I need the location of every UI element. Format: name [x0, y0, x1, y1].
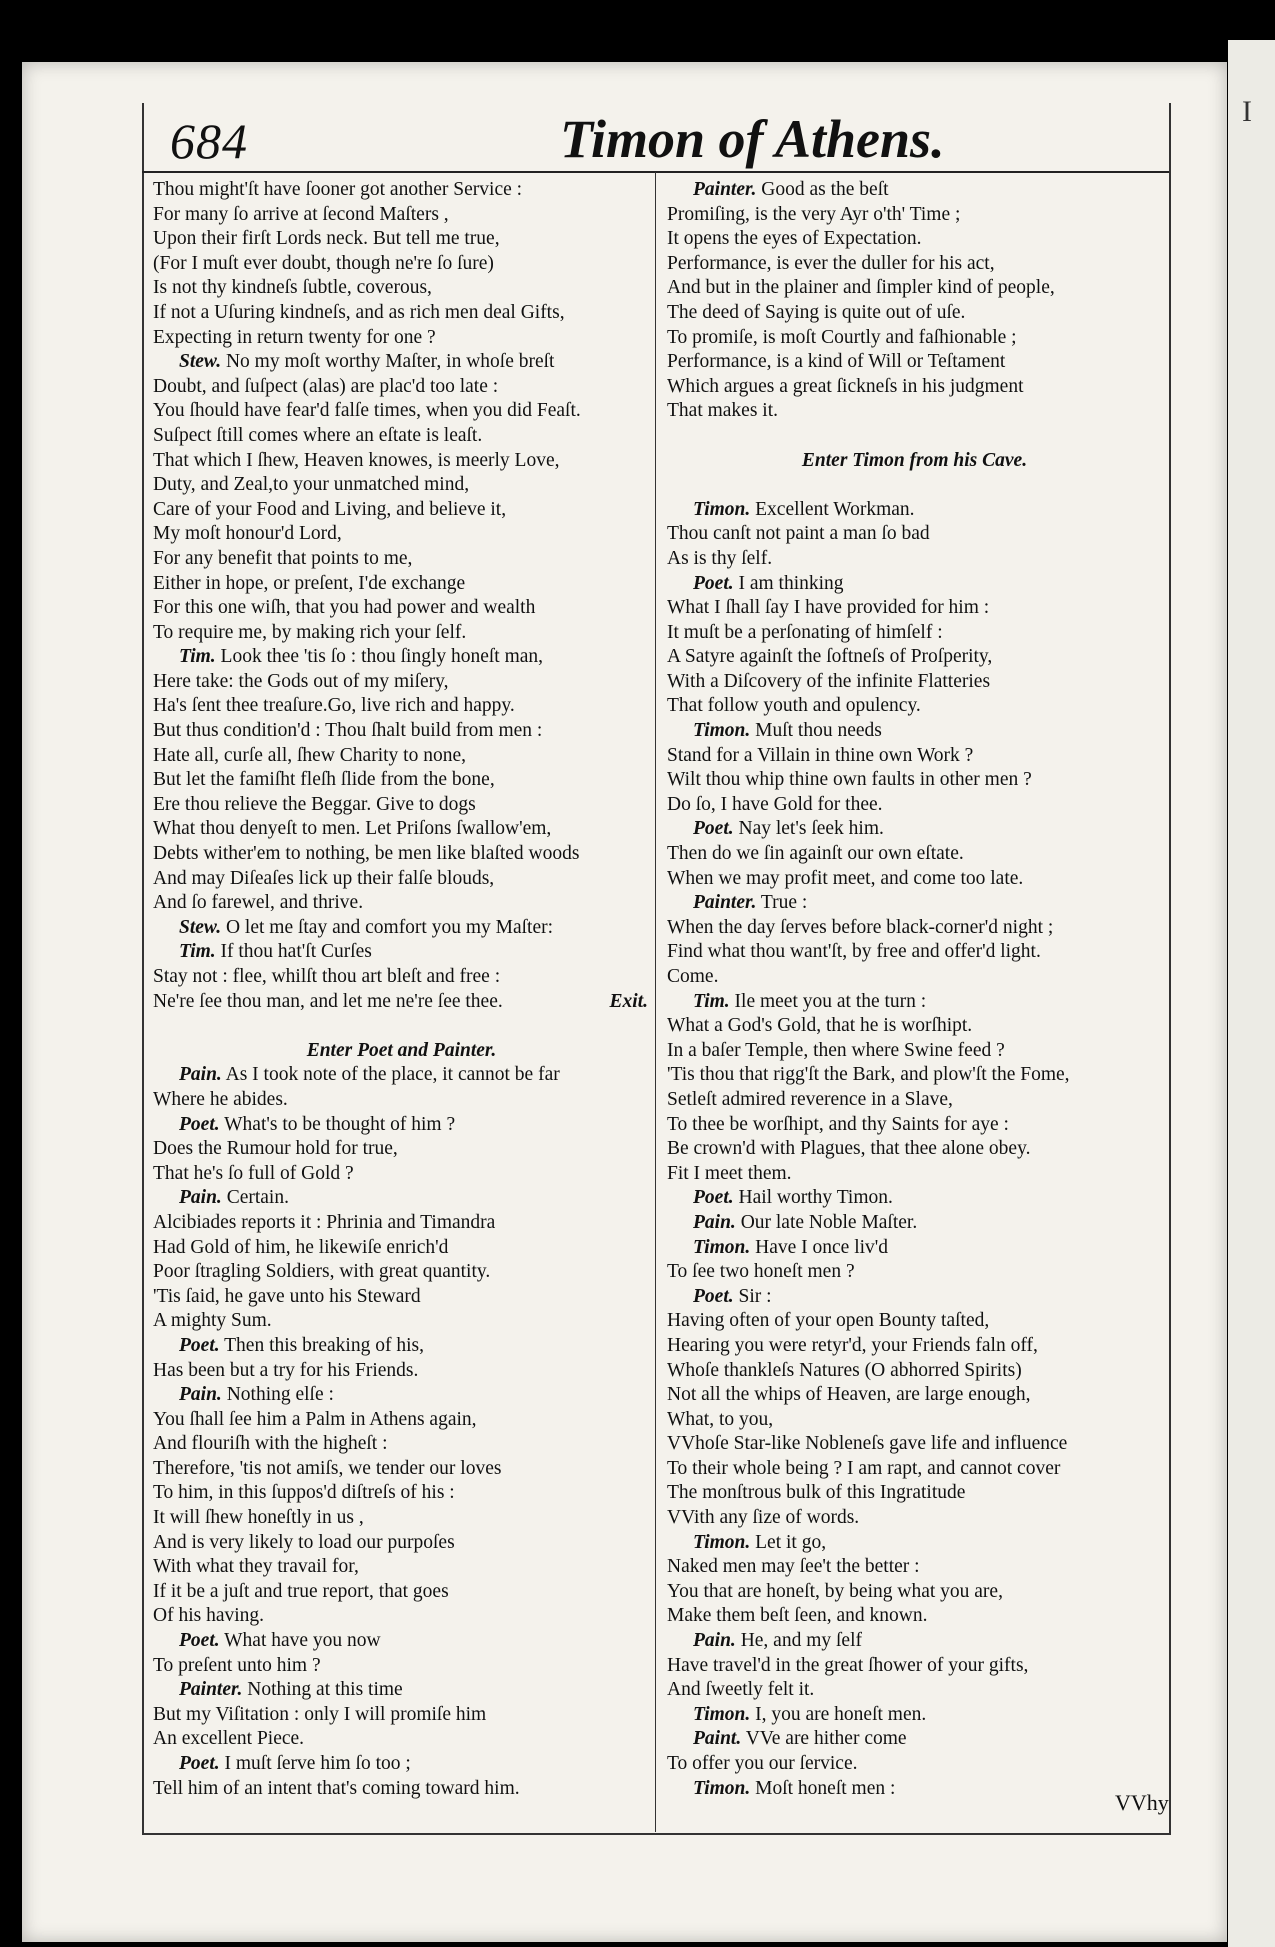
verse-line [667, 1162, 1162, 1187]
verse-line [667, 1211, 1162, 1236]
speaker-name: Poet. [693, 1187, 734, 1209]
stage-direction: Enter Timon from his Cave. [801, 449, 1028, 471]
line-text: As is thy ſelf. [667, 547, 773, 569]
speaker-name: Timon. [693, 1531, 751, 1553]
line-text: True : [760, 892, 808, 914]
speaker-name: Pain. [179, 1384, 222, 1406]
verse-line [153, 670, 650, 695]
line-text: Performance, is a kind of Will or Teſtament [667, 351, 1006, 373]
line-text: And is very likely to load our purpoſes [153, 1531, 455, 1553]
verse-line [153, 990, 650, 1015]
speaker-name: Pain. [693, 1630, 736, 1652]
verse-line [667, 1137, 1162, 1162]
line-text: Nothing at this time [247, 1679, 403, 1701]
verse-line [667, 817, 1162, 842]
verse-line [667, 621, 1162, 646]
stage-direction: Enter Poet and Painter. [306, 1039, 497, 1061]
verse-line [153, 449, 650, 474]
left-column [153, 178, 650, 1801]
verse-line [153, 1162, 650, 1187]
verse-line [667, 1285, 1162, 1310]
line-text: I muſt ſerve him ſo too ; [224, 1753, 411, 1774]
line-text: Our late Noble Maſter. [740, 1211, 918, 1233]
verse-line [667, 670, 1162, 695]
line-text: (For I muſt ever doubt, though ne're ſo ſure) [153, 252, 494, 274]
line-text: Nay let's ſeek him. [738, 818, 884, 840]
verse-line [153, 375, 650, 400]
verse-line [153, 940, 650, 965]
verse-line [667, 1481, 1162, 1506]
speaker-name: Painter. [693, 179, 757, 200]
line-text: Suſpect ſtill comes where an eſtate is leaſt. [153, 424, 483, 446]
verse-line [153, 1506, 650, 1531]
line-text: Doubt, and ſuſpect (alas) are plac'd too late : [153, 375, 499, 397]
line-text: With what they travail for, [153, 1556, 359, 1578]
verse-line [153, 1752, 650, 1777]
speaker-name: Pain. [179, 1187, 222, 1209]
line-text: And flouriſh with the higheſt : [153, 1433, 388, 1455]
verse-line [153, 1727, 650, 1752]
verse-line [667, 645, 1162, 670]
speaker-name: Timon. [693, 1236, 751, 1258]
line-text: My moſt honour'd Lord, [153, 523, 342, 545]
line-text: Look thee 'tis ſo : thou ſingly honeſt man, [220, 646, 544, 668]
verse-line [667, 178, 1162, 203]
line-text: Have I once liv'd [755, 1236, 889, 1258]
speaker-name: Timon. [693, 720, 751, 742]
line-text: To their whole being ? I am rapt, and cannot cover [667, 1457, 1061, 1479]
line-text: The monſtrous bulk of this Ingratitude [667, 1482, 966, 1504]
line-text: If it be a juſt and true report, that goes [153, 1580, 449, 1602]
line-text: 'Tis thou that rigg'ſt the Bark, and plow'ſt the Fome, [667, 1064, 1070, 1086]
line-text: Having often of your open Bounty taſted, [667, 1310, 990, 1332]
line-text: To promiſe, is moſt Courtly and faſhionable ; [667, 326, 1017, 348]
right-column [667, 178, 1162, 1801]
speaker-name: Poet. [179, 1334, 220, 1356]
verse-line [667, 1383, 1162, 1408]
verse-line [153, 547, 650, 572]
line-text: Where he abides. [153, 1088, 288, 1110]
line-text: Let it go, [755, 1531, 827, 1553]
line-text: With a Diſcovery of the infinite Flatteries [667, 670, 991, 692]
speaker-name: Painter. [693, 892, 757, 914]
line-text: To offer you our ſervice. [667, 1753, 858, 1774]
verse-line [667, 1432, 1162, 1457]
verse-line [153, 252, 650, 277]
verse-line [667, 1113, 1162, 1138]
line-text: Setleſt admired reverence in a Slave, [667, 1088, 953, 1110]
verse-line [153, 1777, 650, 1802]
line-text: He, and my ſelf [740, 1630, 862, 1652]
line-text: Alcibiades reports it : Phrinia and Timandra [153, 1211, 496, 1233]
verse-line [153, 1531, 650, 1556]
line-text: VVhoſe Star-like Nobleneſs gave life and influence [667, 1433, 1068, 1455]
speaker-name: Poet. [179, 1630, 220, 1652]
verse-line [667, 1727, 1162, 1752]
verse-line [153, 1359, 650, 1384]
verse-line [667, 1604, 1162, 1629]
verse-line [153, 1481, 650, 1506]
line-text: Hate all, curſe all, ſhew Charity to none, [153, 744, 466, 766]
line-text: Then do we ſin againſt our own eſtate. [667, 843, 964, 865]
verse-line [153, 1309, 650, 1334]
verse-line [153, 1629, 650, 1654]
line-text: It muſt be a perſonating of himſelf : [667, 621, 943, 643]
verse-line [667, 1457, 1162, 1482]
speaker-name: Pain. [693, 1211, 736, 1233]
line-text: That makes it. [667, 400, 779, 422]
line-text: Poor ſtragling Soldiers, with great quantity. [153, 1261, 491, 1283]
line-text: What, to you, [667, 1408, 774, 1430]
line-text: When the day ſerves before black-corner'd night ; [667, 916, 1054, 938]
line-text: Nothing elſe : [226, 1384, 334, 1406]
verse-line [667, 990, 1162, 1015]
line-text: If not a Uſuring kindneſs, and as rich men deal Gifts, [153, 301, 565, 323]
line-text: Muſt thou needs [755, 720, 882, 742]
line-text: When we may profit meet, and come too late. [667, 867, 1024, 889]
line-text: What have you now [224, 1630, 381, 1652]
verse-line [667, 1752, 1162, 1777]
verse-line [153, 498, 650, 523]
line-text: What I ſhall ſay I have provided for him : [667, 597, 990, 619]
verse-line [153, 891, 650, 916]
verse-line [153, 1580, 650, 1605]
line-text: That he's ſo full of Gold ? [153, 1162, 354, 1184]
speaker-name: Timon. [693, 498, 751, 520]
verse-line [667, 1580, 1162, 1605]
verse-line [153, 522, 650, 547]
line-text: Stay not : flee, whilſt thou art bleſt and free : [153, 966, 501, 987]
facing-page-fragment: I [1242, 95, 1252, 128]
line-text: Ne're ſee thou man, and let me ne're ſee thee. [153, 990, 503, 1012]
line-text: I am thinking [738, 572, 844, 594]
line-text: Ile meet you at the turn : [734, 990, 927, 1012]
verse-line [153, 793, 650, 818]
verse-line [667, 1334, 1162, 1359]
line-text: The deed of Saying is quite out of uſe. [667, 301, 966, 323]
line-text: To him, in this ſuppos'd diſtreſs of his : [153, 1482, 455, 1504]
speaker-name: Poet. [179, 1113, 220, 1135]
speaker-name: Stew. [179, 916, 222, 938]
verse-line [667, 1506, 1162, 1531]
verse-line [667, 1260, 1162, 1285]
line-text: Good as the beſt [761, 179, 889, 200]
verse-line [153, 399, 650, 424]
verse-line [667, 867, 1162, 892]
verse-line [667, 1309, 1162, 1334]
verse-line [667, 252, 1162, 277]
blank-line [667, 473, 1162, 498]
line-text: But my Viſitation : only I will promiſe him [153, 1703, 487, 1725]
line-text: Come. [667, 966, 719, 987]
line-text: Find what thou want'ſt, by free and offer'd light. [667, 941, 1041, 963]
line-text: But thus condition'd : Thou ſhalt build from men : [153, 720, 543, 742]
line-text: Either in hope, or preſent, I'de exchange [153, 572, 466, 594]
line-text: Have travel'd in the great ſhower of your gifts, [667, 1654, 1029, 1676]
line-text: Wilt thou whip thine own faults in other men ? [667, 769, 1032, 791]
verse-line [153, 1260, 650, 1285]
verse-line [667, 572, 1162, 597]
facing-page-edge [1228, 40, 1275, 1947]
verse-line [153, 350, 650, 375]
line-text: Ha's ſent thee treaſure.Go, live rich and happy. [153, 695, 515, 717]
verse-line [667, 744, 1162, 769]
verse-line [667, 399, 1162, 424]
line-text: In a baſer Temple, then where Swine feed ? [667, 1039, 1005, 1061]
verse-line [667, 227, 1162, 252]
line-text: To thee be worſhipt, and thy Saints for aye : [667, 1113, 1009, 1135]
verse-line [667, 1063, 1162, 1088]
line-text: Hail worthy Timon. [738, 1187, 893, 1209]
page-number: 684 [170, 113, 248, 169]
line-text: For this one wiſh, that you had power and wealth [153, 597, 536, 619]
line-text: To require me, by making rich your ſelf. [153, 621, 467, 643]
line-text: For any benefit that points to me, [153, 547, 413, 569]
verse-line [667, 276, 1162, 301]
line-text: O let me ſtay and comfort you my Maſter: [225, 916, 554, 938]
verse-line [667, 301, 1162, 326]
line-text: No my moſt worthy Maſter, in whoſe breſt [225, 351, 555, 373]
verse-line [153, 867, 650, 892]
line-text: VVith any ſize of words. [667, 1507, 860, 1529]
speaker-name: Tim. [693, 990, 730, 1012]
speaker-name: Poet. [693, 572, 734, 594]
line-text: Therefore, 'tis not amiſs, we tender our loves [153, 1457, 502, 1479]
line-text: And ſweetly felt it. [667, 1679, 815, 1701]
line-text: Stand for a Villain in thine own Work ? [667, 744, 974, 766]
verse-line [667, 375, 1162, 400]
line-text: Whoſe thankleſs Natures (O abhorred Spirits) [667, 1359, 1022, 1381]
verse-line [153, 276, 650, 301]
line-text: Fit I meet them. [667, 1162, 792, 1184]
line-text: If thou hat'ſt Curſes [220, 941, 372, 963]
verse-line [153, 1678, 650, 1703]
verse-line [153, 694, 650, 719]
line-text: Of his having. [153, 1605, 265, 1627]
line-text: To preſent unto him ? [153, 1654, 321, 1676]
verse-line [153, 1334, 650, 1359]
line-text: Performance, is ever the duller for his act, [667, 252, 995, 274]
exit-direction: Exit. [609, 990, 648, 1012]
line-text: Duty, and Zeal,to your unmatched mind, [153, 474, 470, 496]
verse-line [667, 547, 1162, 572]
verse-line [667, 326, 1162, 351]
speaker-name: Poet. [693, 1285, 734, 1307]
line-text: Here take: the Gods out of my miſery, [153, 670, 449, 692]
line-text: Not all the whips of Heaven, are large enough, [667, 1384, 1031, 1406]
verse-line [153, 1408, 650, 1433]
line-text: Make them beſt ſeen, and known. [667, 1605, 928, 1627]
line-text: Care of your Food and Living, and believe it, [153, 498, 507, 520]
verse-line [667, 940, 1162, 965]
speaker-name: Poet. [693, 818, 734, 840]
verse-line [153, 768, 650, 793]
line-text: It will ſhew honeſtly in us , [153, 1507, 364, 1529]
line-text: Certain. [226, 1187, 289, 1209]
line-text: I, you are honeſt men. [755, 1703, 927, 1725]
line-text: What a God's Gold, that he is worſhipt. [667, 1015, 973, 1037]
line-text: Promiſing, is the very Ayr o'th' Time ; [667, 203, 961, 225]
line-text: Expecting in return twenty for one ? [153, 326, 436, 348]
verse-line [667, 498, 1162, 523]
line-text: As I took note of the place, it cannot be far [225, 1064, 560, 1086]
line-text: Is not thy kindneſs ſubtle, coverous, [153, 277, 432, 299]
catchword: VVhy [1115, 1790, 1169, 1815]
line-text: And may Diſeaſes lick up their falſe blouds, [153, 867, 495, 889]
blank-line [667, 424, 1162, 449]
line-text: Has been but a try for his Friends. [153, 1359, 419, 1381]
line-text: Tell him of an intent that's coming toward him. [153, 1777, 520, 1799]
line-text: For many ſo arrive at ſecond Maſters , [153, 203, 449, 225]
running-title: Timon of Athens. [560, 109, 945, 169]
line-text: That follow youth and opulency. [667, 695, 921, 717]
line-text: Thou might'ſt have ſooner got another Service : [153, 179, 523, 200]
speaker-name: Timon. [693, 1703, 751, 1725]
verse-line [153, 1457, 650, 1482]
verse-line [153, 1654, 650, 1679]
speaker-name: Tim. [179, 941, 216, 963]
verse-line [667, 719, 1162, 744]
line-text: Thou canſt not paint a man ſo bad [667, 523, 930, 545]
verse-line [667, 1039, 1162, 1064]
line-text: Does the Rumour hold for true, [153, 1138, 398, 1160]
line-text: Be crown'd with Plagues, that thee alone obey. [667, 1138, 1031, 1160]
verse-line [153, 1236, 650, 1261]
line-text: An excellent Piece. [153, 1728, 305, 1750]
line-text: You ſhould have fear'd falſe times, when you did Feaſt. [153, 400, 581, 422]
verse-line [153, 842, 650, 867]
line-text: Sir : [738, 1285, 772, 1307]
line-text: And ſo farewel, and thrive. [153, 892, 364, 914]
verse-line [153, 1383, 650, 1408]
line-text: Hearing you were retyr'd, your Friends faln off, [667, 1334, 1038, 1356]
verse-line [153, 203, 650, 228]
line-text: Excellent Workman. [755, 498, 915, 520]
line-text: Upon their firſt Lords neck. But tell me true, [153, 228, 500, 250]
verse-line [667, 1408, 1162, 1433]
verse-line [667, 1629, 1162, 1654]
line-text: A Satyre againſt the ſoftneſs of Proſperity, [667, 646, 993, 668]
line-text: VVe are hither come [745, 1728, 907, 1750]
verse-line [667, 596, 1162, 621]
speaker-name: Stew. [179, 351, 222, 373]
verse-line [667, 1678, 1162, 1703]
verse-line [667, 1236, 1162, 1261]
verse-line [667, 768, 1162, 793]
verse-line [667, 1531, 1162, 1556]
verse-line [153, 1285, 650, 1310]
line-text: Then this breaking of his, [224, 1334, 424, 1356]
verse-line [153, 1703, 650, 1728]
speaker-name: Pain. [179, 1064, 222, 1086]
line-text: Do ſo, I have Gold for thee. [667, 793, 883, 815]
line-text: Naked men may ſee't the better : [667, 1556, 920, 1578]
verse-line [667, 1777, 1162, 1802]
verse-line [153, 916, 650, 941]
verse-line [153, 1604, 650, 1629]
line-text: 'Tis ſaid, he gave unto his Steward [153, 1285, 421, 1307]
verse-line [667, 965, 1162, 990]
verse-line [153, 744, 650, 769]
verse-line [153, 227, 650, 252]
verse-line [667, 203, 1162, 228]
verse-line [667, 916, 1162, 941]
verse-line [153, 1555, 650, 1580]
verse-line [153, 1211, 650, 1236]
verse-line [667, 522, 1162, 547]
line-text: It opens the eyes of Expectation. [667, 228, 922, 250]
verse-line [667, 1359, 1162, 1384]
line-text: A mighty Sum. [153, 1310, 272, 1332]
verse-line [667, 1654, 1162, 1679]
speaker-name: Paint. [693, 1728, 742, 1750]
verse-line [153, 621, 650, 646]
line-text: Ere thou relieve the Beggar. Give to dogs [153, 793, 476, 815]
line-text: You ſhall ſee him a Palm in Athens again, [153, 1408, 477, 1430]
line-text: What thou denyeſt to men. Let Priſons ſwallow'em, [153, 818, 552, 840]
verse-line [153, 817, 650, 842]
line-text: To ſee two honeſt men ? [667, 1261, 855, 1283]
verse-line [153, 178, 650, 203]
verse-line [667, 842, 1162, 867]
verse-line [667, 891, 1162, 916]
verse-line [153, 1432, 650, 1457]
verse-line [153, 965, 650, 990]
verse-line [153, 473, 650, 498]
line-text: Which argues a great ſickneſs in his judgment [667, 375, 1024, 397]
speaker-name: Timon. [693, 1777, 751, 1799]
verse-line [667, 793, 1162, 818]
verse-line [667, 1088, 1162, 1113]
verse-line [153, 572, 650, 597]
verse-line [667, 350, 1162, 375]
verse-line [667, 1555, 1162, 1580]
line-text: Had Gold of him, he likewiſe enrich'd [153, 1236, 449, 1258]
line-text: And but in the plainer and ſimpler kind of people, [667, 277, 1055, 299]
verse-line [667, 1186, 1162, 1211]
verse-line [153, 645, 650, 670]
verse-line [153, 1186, 650, 1211]
verse-line [153, 1113, 650, 1138]
verse-line [153, 301, 650, 326]
verse-line [153, 596, 650, 621]
line-text: What's to be thought of him ? [224, 1113, 456, 1135]
verse-line [667, 694, 1162, 719]
speaker-name: Poet. [179, 1753, 220, 1774]
verse-line [153, 1137, 650, 1162]
blank-line [153, 1014, 650, 1039]
verse-line [153, 719, 650, 744]
verse-line [667, 1014, 1162, 1039]
verse-line [153, 424, 650, 449]
verse-line [153, 1088, 650, 1113]
verse-line [153, 1063, 650, 1088]
column-divider [655, 172, 656, 1832]
line-text: But let the famiſht fleſh ſlide from the bone, [153, 769, 495, 791]
speaker-name: Painter. [179, 1679, 243, 1701]
line-text: Debts wither'em to nothing, be men like blaſted woods [153, 843, 580, 865]
line-text: That which I ſhew, Heaven knowes, is meerly Love, [153, 449, 560, 471]
verse-line [153, 326, 650, 351]
line-text: Moſt honeſt men : [755, 1777, 896, 1799]
speaker-name: Tim. [179, 646, 216, 668]
line-text: You that are honeſt, by being what you are, [667, 1580, 1003, 1602]
verse-line [667, 1703, 1162, 1728]
